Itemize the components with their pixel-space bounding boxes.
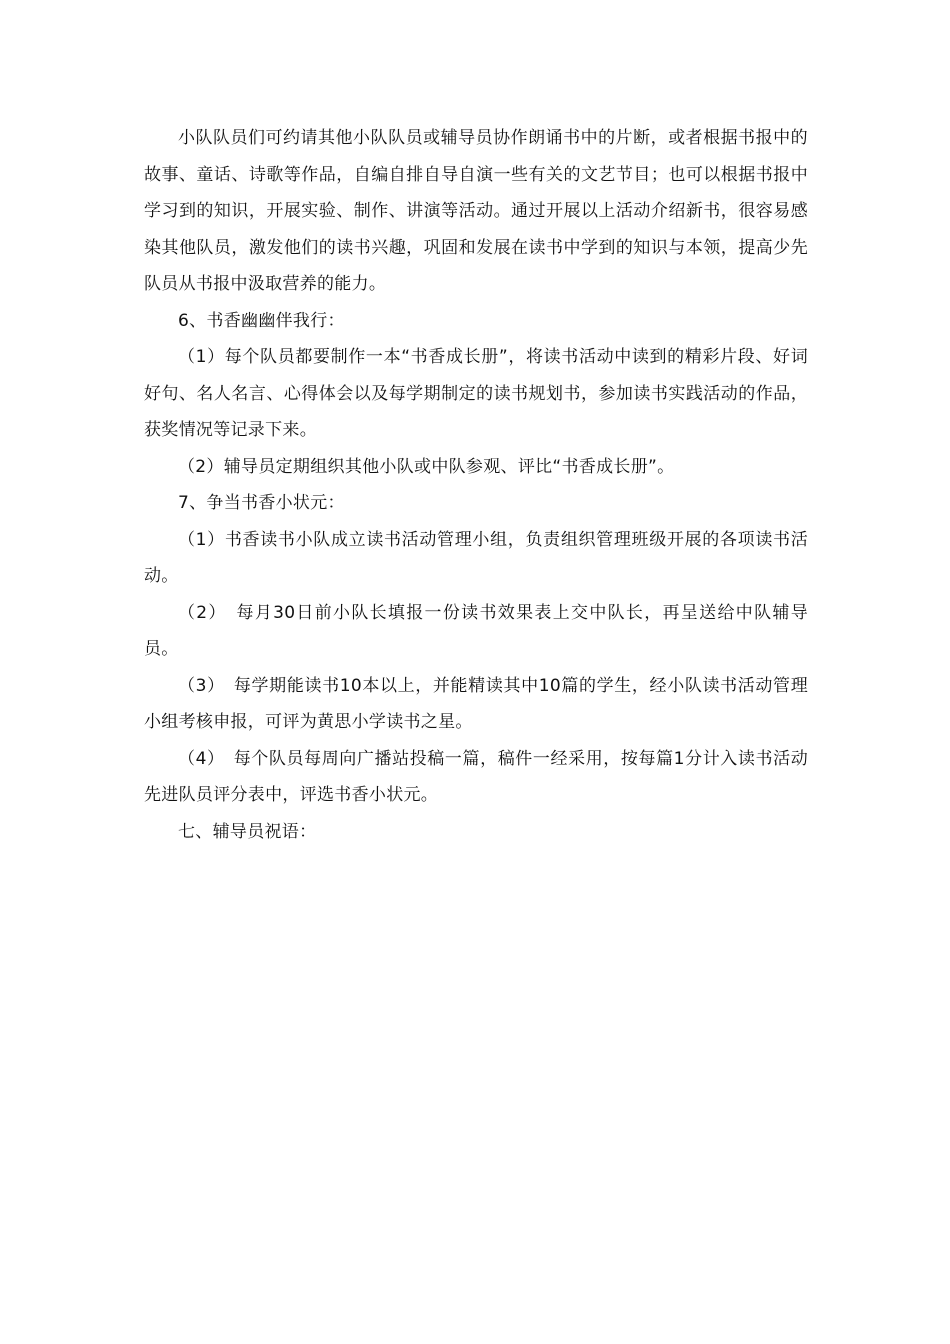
paragraph-item-6-2: （2）辅导员定期组织其他小队或中队参观、评比“书香成长册”。 xyxy=(178,456,675,477)
document-body xyxy=(144,120,808,850)
paragraph-activity-intro: 小队队员们可约请其他小队队员或辅导员协作朗诵书中的片断，或者根据书报中的故事、童话、诗歌等作品，自编自排自导自演一些有关的文艺节目；也可以根据书报中学习到的知识，开展实验、制作、讲演等活动。通过开展以上活动介绍新书，很容易感染其他队员，激发他们的读书兴趣，巩固和发展在读书中学到的知识与本领，提高少先队员从书报中汲取营养的能力。 xyxy=(144,128,808,294)
paragraph-item-7-2: （2） 每月30日前小队长填报一份读书效果表上交中队长，再呈送给中队辅导员。 xyxy=(144,602,808,659)
paragraph-item-7-3: （3） 每学期能读书10本以上，并能精读其中10篇的学生，经小队读书活动管理小组考核申报，可评为黄思小学读书之星。 xyxy=(144,675,808,732)
paragraph-item-7-1: （1）书香读书小队成立读书活动管理小组，负责组织管理班级开展的各项读书活动。 xyxy=(144,529,808,586)
section-heading-counselor-wishes: 七、辅导员祝语： xyxy=(178,821,317,842)
section-heading-7: 7、争当书香小状元： xyxy=(178,493,345,513)
paragraph-item-7-4: （4） 每个队员每周向广播站投稿一篇，稿件一经采用，按每篇1分计入读书活动先进队员评分表中，评选书香小状元。 xyxy=(144,748,808,805)
section-heading-6: 6、书香幽幽伴我行： xyxy=(178,310,345,331)
paragraph-item-6-1: （1）每个队员都要制作一本“书香成长册”，将读书活动中读到的精彩片段、好词好句、名人名言、心得体会以及每学期制定的读书规划书，参加读书实践活动的作品，获奖情况等记录下来。 xyxy=(144,347,808,440)
